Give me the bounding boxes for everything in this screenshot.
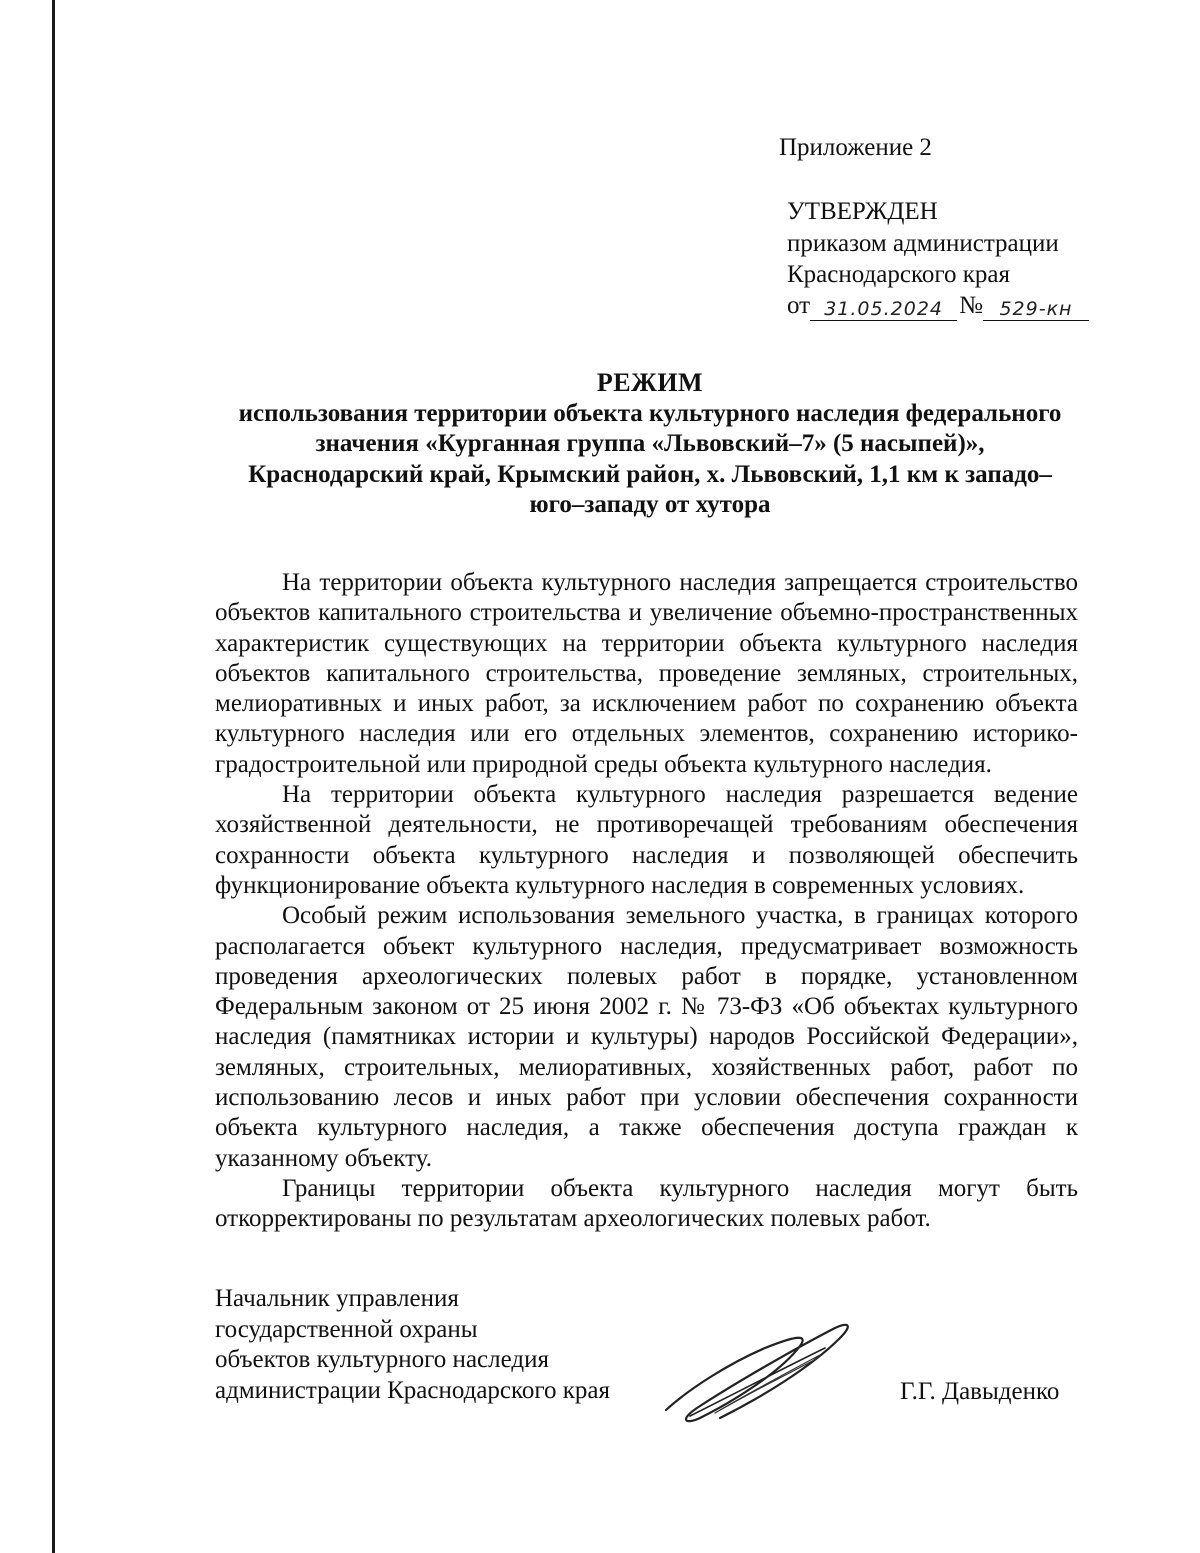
title-line-4: юго–западу от хутора xyxy=(529,491,771,518)
order-number-value: 529-кн xyxy=(999,298,1073,320)
order-date-field xyxy=(810,294,957,321)
paragraph-prohibitions: На территории объекта культурного наследия запрещается строительство объектов капитального строительства и увеличение объемно-пространственных характеристик существующих на территории объекта культурного наследия объектов капитального строительства, проведение земляных, строительных, мелиоративных и иных работ, за исключением работ по сохранению объекта культурного наследия или его отдельных элементов, сохранению историко-градостроительной или природной среды объекта культурного наследия. xyxy=(215,569,1078,778)
approved-heading: УТВЕРЖДЕН xyxy=(787,198,938,225)
position-line-4: администрации Краснодарского края xyxy=(215,1376,611,1404)
position-line-1: Начальник управления xyxy=(215,1285,459,1312)
document-body xyxy=(215,568,1078,1235)
signatory-position xyxy=(215,1284,610,1406)
title-line-1: использования территории объекта культурного наследия федерального xyxy=(238,399,1062,427)
position-line-3: объектов культурного наследия xyxy=(215,1346,549,1373)
paragraph-boundaries: Границы территории объекта культурного наследия могут быть откорректированы по результатам археологических полевых работ. xyxy=(215,1174,1078,1233)
title-main: РЕЖИМ xyxy=(596,368,704,397)
date-prefix: от xyxy=(787,292,811,319)
approval-stamp xyxy=(787,196,1089,321)
signatory-name: Г.Г. Давыденко xyxy=(900,1378,1060,1405)
position-line-2: государственной охраны xyxy=(215,1315,478,1343)
annex-label: Приложение 2 xyxy=(779,134,932,161)
document-title xyxy=(170,368,1130,521)
approved-by-line2: Краснодарского края xyxy=(787,261,1010,288)
paragraph-land-use-regime: Особый режим использования земельного участка, в границах которого располагается объект культурного наследия, предусматривает возможность проведения археологических полевых работ в порядке, установленном Федеральным законом от 25 июня 2002 г. № 73-ФЗ «Об объектах культурного наследия (памятниках истории и культуры) народов Российской Федерации», земляных, строительных, мелиоративных, хозяйственных работ, работ по использованию лесов и иных работ при условии обеспечения сохранности объекта культурного наследия, а также обеспечения доступа граждан к указанному объекту. xyxy=(215,902,1078,1172)
title-line-3: Краснодарский край, Крымский район, х. Львовский, 1,1 км к западо– xyxy=(248,460,1052,488)
paragraph-permitted-activity: На территории объекта культурного наследия разрешается ведение хозяйственной деятельности, не противоречащей требованиям обеспечения сохранности объекта культурного наследия и позволяющей обеспечить функционирование объекта культурного наследия в современных условиях. xyxy=(215,781,1078,899)
handwritten-signature xyxy=(660,1318,860,1428)
title-line-2: значения «Курганная группа «Львовский–7» (5 насыпей)», xyxy=(315,430,985,457)
order-date-line xyxy=(787,290,1089,321)
number-prefix: № xyxy=(959,292,983,319)
order-date-value: 31.05.2024 xyxy=(824,298,943,320)
order-number-field xyxy=(983,294,1089,321)
approved-by-line1: приказом администрации xyxy=(787,230,1059,257)
page-left-edge xyxy=(52,0,55,1553)
